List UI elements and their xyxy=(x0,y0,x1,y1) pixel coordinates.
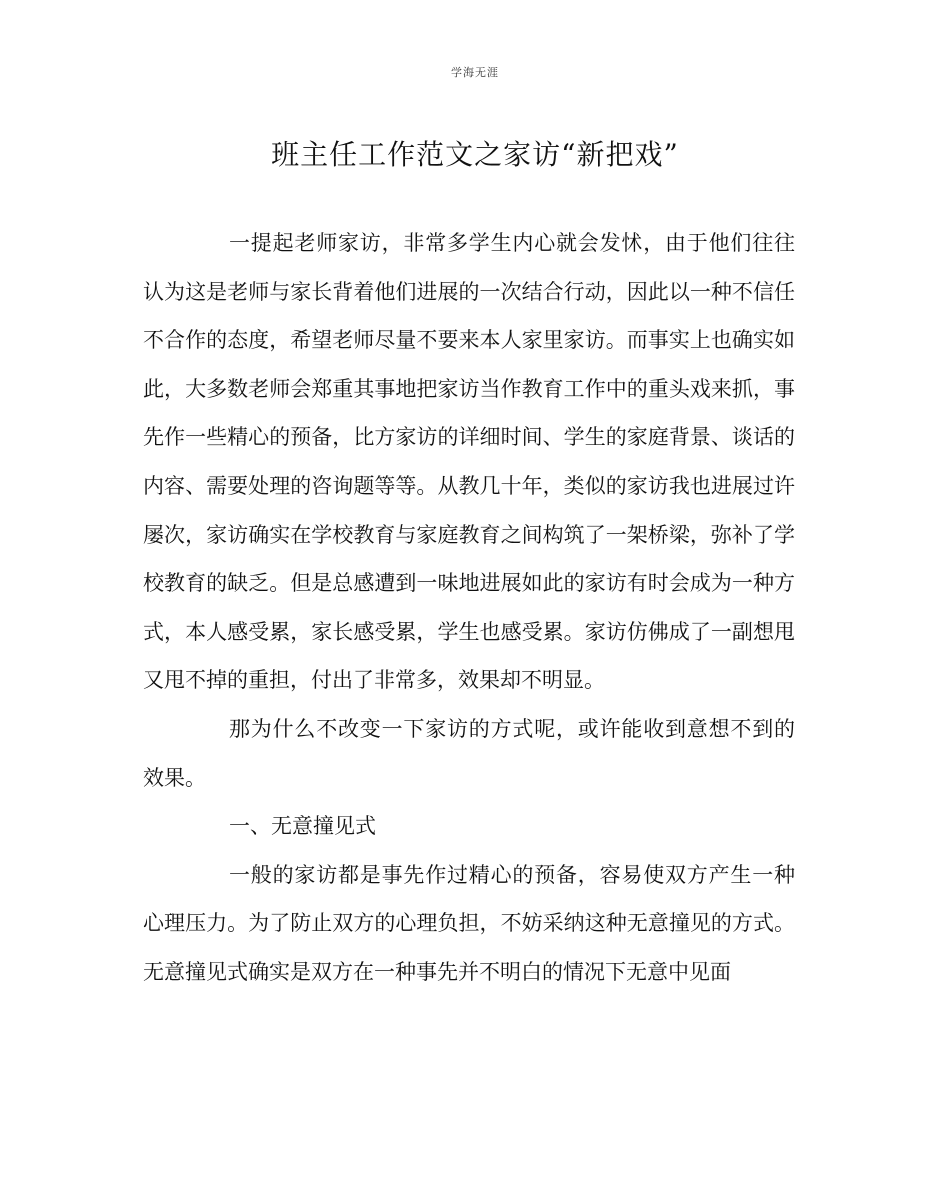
section-heading-1: 一、无意撞见式 xyxy=(229,814,376,839)
document-title: 班主任工作范文之家访“新把戏” xyxy=(271,138,679,171)
paragraph-intro: 一提起老师家访，非常多学生内心就会发怵，由于他们往往认为这是老师与家长背着他们进展的一次结合行动，因此以一种不信任不合作的态度，希望老师尽量不要来本人家里家访。而事实上也确实如此，大多数老师会郑重其事地把家访当作教育工作中的重头戏来抓，事先作一些精心的预备，比方家访的详细时间、学生的家庭背景、谈话的内容、需要处理的咨询题等等。从教几十年，类似的家访我也进展过许屡次，家访确实在学校教育与家庭教育之间构筑了一架桥梁，弥补了学校教育的缺乏。但是总感遭到一味地进展如此的家访有时会成为一种方式，本人感受累，家长感受累，学生也感受累。家访仿佛成了一副想甩又甩不掉的重担，付出了非常多，效果却不明显。 xyxy=(143,231,795,693)
page-header: 学海无涯 xyxy=(451,66,499,79)
paragraph-question: 那为什么不改变一下家访的方式呢，或许能收到意想不到的效果。 xyxy=(143,716,795,790)
paragraph-section-1: 一般的家访都是事先作过精心的预备，容易使双方产生一种心理压力。为了防止双方的心理负担，不妨采纳这种无意撞见的方式。无意撞见式确实是双方在一种事先并不明白的情况下无意中见面 xyxy=(143,862,795,984)
document-body xyxy=(143,219,795,997)
